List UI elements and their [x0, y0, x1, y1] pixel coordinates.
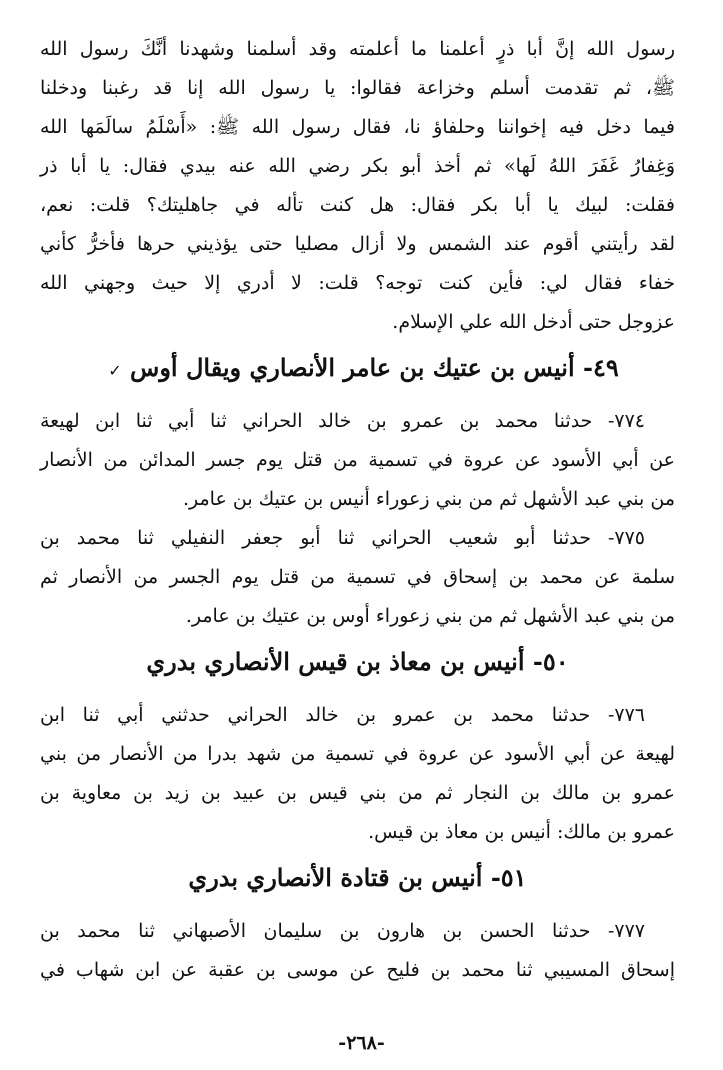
hadith-776	[40, 696, 675, 852]
text-line: عن أبي الأسود عن عروة في تسمية من قتل يوم جسر المدائن من الأنصار	[40, 449, 675, 471]
section-heading-50	[40, 642, 675, 682]
text-line: خفاء فقال لي: فأين كنت توجه؟ قلت: لا أدري إلا حيث وجهني الله	[40, 272, 675, 294]
check-mark-icon: ✓	[108, 361, 122, 380]
text-line: من بني عبد الأشهل ثم من بني زعوراء أنيس بن عتيك بن عامر.	[182, 488, 675, 510]
text-line: ٧٧٧- حدثنا الحسن بن هارون بن سليمان الأصبهاني ثنا محمد بن	[40, 920, 645, 942]
text-line: ﷺ، ثم تقدمت أسلم وخزاعة فقالوا: يا رسول الله إنا قد رغبنا ودخلنا	[40, 77, 675, 99]
text-line: ٧٧٦- حدثنا محمد بن عمرو بن خالد الحراني حدثني أبي ثنا ابن	[40, 704, 645, 726]
text-line: لهيعة عن أبي الأسود عن عروة في تسمية من شهد بدرا من الأنصار من بني	[40, 743, 675, 765]
text-line: سلمة عن محمد بن إسحاق في تسمية من قتل يوم الجسر من الأنصار ثم	[40, 566, 675, 588]
hadith-774	[40, 402, 675, 519]
text-line: عمرو بن مالك: أنيس بن معاذ بن قيس.	[368, 821, 675, 843]
section-title: ٤٩- أنيس بن عتيك بن عامر الأنصاري ويقال أوس	[130, 353, 619, 382]
section-heading-49	[40, 348, 675, 388]
hadith-777	[40, 912, 675, 990]
page-number: -٢٦٨-	[338, 1032, 385, 1054]
section-title: ٥١- أنيس بن قتادة الأنصاري بدري	[188, 863, 527, 892]
text-line: فقلت: لبيك يا أبا بكر فقال: هل كنت تأله في جاهليتك؟ قلت: نعم،	[40, 194, 675, 216]
text-block-continuation	[40, 30, 675, 342]
text-line: لقد رأيتني أقوم عند الشمس ولا أزال مصليا حتى يؤذيني حرها فأخرُّ كأني	[40, 233, 675, 255]
page-body	[40, 30, 675, 1050]
text-line: رسول الله إنَّ أبا ذرٍ أعلمنا ما أعلمته وقد أسلمنا وشهدنا أنَّكَ رسول الله	[40, 38, 675, 60]
text-line: وَغِفارُ غَفَرَ اللهُ لَها» ثم أخذ أبو بكر رضي الله عنه بيدي فقال: يا أبا ذر	[40, 155, 675, 177]
text-line: إسحاق المسيبي ثنا محمد بن فليح عن موسى بن عقبة عن ابن شهاب في	[40, 959, 675, 981]
section-title: ٥٠- أنيس بن معاذ بن قيس الأنصاري بدري	[146, 647, 569, 676]
section-heading-51	[40, 858, 675, 898]
text-line: ٧٧٥- حدثنا أبو شعيب الحراني ثنا أبو جعفر النفيلي ثنا محمد بن	[40, 527, 645, 549]
text-line: من بني عبد الأشهل ثم من بني زعوراء أوس بن عتيك بن عامر.	[185, 605, 675, 627]
text-line: عمرو بن مالك بن النجار ثم من بني قيس بن عبيد بن زيد بن معاوية بن	[40, 782, 675, 804]
text-line: ٧٧٤- حدثنا محمد بن عمرو بن خالد الحراني ثنا أبي ثنا ابن لهيعة	[40, 410, 645, 432]
text-line: عزوجل حتى أدخل الله علي الإسلام.	[392, 311, 675, 333]
hadith-775	[40, 519, 675, 636]
text-line: فيما دخل فيه إخواننا وحلفاؤ نا، فقال رسول الله ﷺ: «أَسْلَمُ سالَمَها الله	[40, 116, 675, 138]
